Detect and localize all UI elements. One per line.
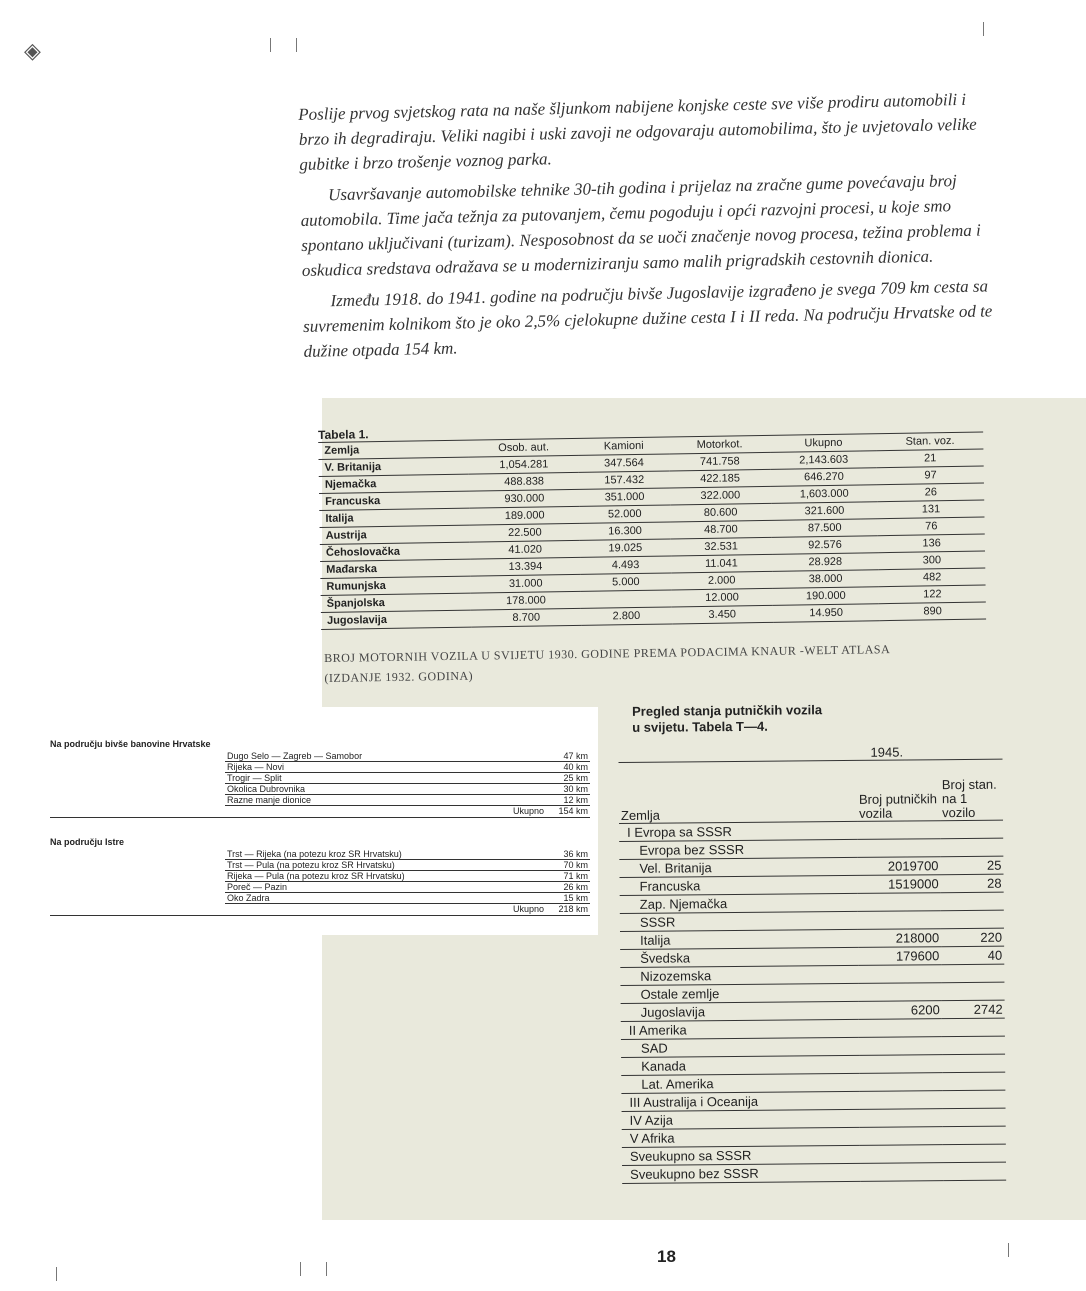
route-length: 71 km: [563, 871, 588, 881]
crop-mark: [270, 38, 271, 52]
value-cell: [859, 1091, 942, 1110]
route-length: 30 km: [563, 784, 588, 794]
caption-line: BROJ MOTORNIH VOZILA U SVIJETU 1930. GODINE PREMA PODACIMA KNAUR -WELT ATLASA: [324, 642, 891, 665]
value-cell: [940, 820, 1003, 839]
value-cell: [941, 964, 1004, 983]
total-value: 154 km: [558, 806, 588, 816]
value-cell: 890: [879, 602, 986, 621]
value-cell: 8.700: [471, 608, 581, 627]
value-cell: [858, 965, 941, 984]
value-cell: [859, 1073, 942, 1092]
country-cell: Vel. Britanija: [619, 857, 857, 877]
route-total: [50, 904, 590, 916]
table-title: u svijetu. Tabela T—4.: [632, 718, 768, 735]
crop-mark: [56, 1267, 57, 1281]
value-cell: [942, 1054, 1005, 1073]
value-cell: 2.000: [671, 571, 772, 590]
table-title: Pregled stanja putničkih vozila: [631, 702, 823, 719]
column-header: Zemlja: [318, 441, 469, 460]
value-cell: 422.185: [669, 469, 770, 488]
section-heading: Na području Istre: [50, 837, 125, 847]
caption-line: (IZDANJE 1932. GODINA): [324, 668, 474, 685]
value-cell: [860, 1109, 943, 1128]
value-cell: 218000: [858, 929, 941, 948]
value-cell: 14.950: [773, 604, 880, 623]
column-header: Osob. aut.: [469, 439, 579, 457]
value-cell: 157.432: [579, 471, 670, 489]
value-cell: [859, 1055, 942, 1074]
country-cell: V. Britanija: [318, 457, 469, 476]
vehicle-table-1930: [318, 418, 986, 630]
value-cell: 220: [941, 928, 1004, 947]
country-cell: Francuska: [620, 875, 858, 895]
value-cell: [942, 1018, 1005, 1037]
table-row: [622, 1162, 1006, 1183]
crop-mark: [983, 22, 984, 36]
country-cell: IV Azija: [622, 1109, 860, 1129]
route-row: [225, 751, 590, 762]
column-header: Broj putničkih vozila: [857, 760, 941, 822]
value-cell: 646.270: [771, 468, 878, 487]
value-cell: 2019700: [857, 857, 940, 876]
value-cell: [859, 983, 942, 1002]
value-cell: 48.700: [670, 520, 771, 539]
value-cell: 41.020: [470, 540, 580, 559]
route-total: [50, 806, 590, 818]
value-cell: 189.000: [470, 506, 580, 525]
route-name: Rijeka — Pula (na potezu kroz SR Hrvatsku): [227, 871, 405, 881]
value-cell: [943, 1144, 1006, 1163]
country-cell: Ostale zemlje: [620, 983, 858, 1003]
value-cell: 52.000: [579, 505, 670, 523]
paragraph: Usavršavanje automobilske tehnike 30-tih godina i prijelaz na zračne gume povećavaju broj automobila. Time jača težnja za putovanjem, čemu pogoduju i opći razvojni procesi, u koje smo spontano uključivani (turizam). Nesposobnost da se uoči značenje novog procesa, težina problema i oskudica sredstava odražava se u moderniziranju samo malih prigradskih cestovnih dionica.: [300, 171, 981, 280]
route-length: 40 km: [563, 762, 588, 772]
country-cell: Sveukupno sa SSSR: [622, 1145, 860, 1165]
country-cell: I Evropa sa SSSR: [619, 821, 857, 841]
value-cell: 92.576: [772, 536, 879, 555]
value-cell: [860, 1145, 943, 1164]
crop-mark: [1008, 1243, 1009, 1257]
route-row: [225, 882, 590, 893]
column-header: Broj stan. na 1 vozilo: [940, 759, 1003, 821]
page-number: 18: [657, 1247, 676, 1266]
column-header: Ukupno: [770, 434, 877, 452]
country-cell: II Amerika: [621, 1019, 859, 1039]
country-cell: Jugoslavija: [321, 610, 472, 629]
value-cell: 4.493: [580, 556, 671, 574]
value-cell: 300: [878, 551, 985, 570]
country-cell: Lat. Amerika: [621, 1073, 859, 1093]
route-name: Trogir — Split: [227, 773, 282, 783]
route-name: Dugo Selo — Zagreb — Samobor: [227, 751, 363, 761]
country-cell: Jugoslavija: [621, 1001, 859, 1021]
column-header: Stan. voz.: [877, 433, 984, 451]
route-row: [225, 893, 590, 904]
istria-routes: [50, 837, 590, 916]
value-cell: [943, 1126, 1006, 1145]
country-cell: Nizozemska: [620, 965, 858, 985]
country-cell: Mađarska: [320, 559, 471, 578]
route-row: [225, 795, 590, 806]
value-cell: 122: [879, 585, 986, 604]
registration-mark-icon: ◈: [24, 38, 41, 63]
route-box: [40, 707, 598, 935]
route-name: Oko Zadra: [227, 893, 270, 903]
value-cell: 2,143.603: [770, 451, 877, 470]
table-header-row: [619, 759, 1004, 823]
country-cell: V Afrika: [622, 1127, 860, 1147]
column-header: Motorkot.: [669, 436, 770, 454]
route-name: Poreč — Pazin: [227, 882, 288, 892]
value-cell: [942, 1072, 1005, 1091]
body-text: [298, 86, 994, 370]
country-cell: Rumunjska: [320, 576, 471, 595]
paragraph: Poslije prvog svjetskog rata na naše šljunkom nabijene konjske ceste sve više prodiru automobili i brzo ih degradiraju. Veliki nagibi i uski zavoji ne odgovaraju automobilima, što je uvjetovalo velike gubitke i brzo trošenje voznog parka.: [298, 89, 977, 174]
route-row: [225, 773, 590, 784]
value-cell: 25: [940, 856, 1003, 875]
value-cell: 12.000: [671, 588, 772, 607]
route-name: Trst — Rijeka (na potezu kroz SR Hrvatsku): [227, 849, 402, 859]
route-name: Okolica Dubrovnika: [227, 784, 306, 794]
value-cell: 321.600: [771, 502, 878, 521]
value-cell: [942, 1036, 1005, 1055]
route-row: [225, 860, 590, 871]
table-title: Tabela 1.: [318, 418, 983, 443]
crop-mark: [300, 1262, 301, 1276]
total-label: Ukupno: [512, 806, 544, 816]
country-cell: Njemačka: [319, 474, 470, 493]
value-cell: 351.000: [579, 488, 670, 506]
value-cell: 11.041: [671, 554, 772, 573]
value-cell: 347.564: [579, 454, 670, 472]
route-length: 25 km: [563, 773, 588, 783]
country-cell: Francuska: [319, 491, 470, 510]
value-cell: [942, 1090, 1005, 1109]
value-cell: [859, 1037, 942, 1056]
value-cell: 5.000: [580, 573, 671, 591]
value-cell: [858, 911, 941, 930]
route-name: Rijeka — Novi: [227, 762, 285, 772]
value-cell: 22.500: [470, 523, 580, 542]
value-cell: 179600: [858, 947, 941, 966]
crop-mark: [326, 1262, 327, 1276]
value-cell: 19.025: [580, 539, 671, 557]
value-cell: [941, 910, 1004, 929]
route-row: [225, 762, 590, 773]
passenger-vehicle-table: [618, 701, 1006, 1184]
value-cell: 28: [941, 874, 1004, 893]
country-cell: Zap. Njemačka: [620, 893, 858, 913]
value-cell: 13.394: [470, 557, 580, 576]
value-cell: 28.928: [772, 553, 879, 572]
value-cell: 97: [877, 466, 984, 485]
route-length: 47 km: [563, 751, 588, 761]
route-length: 12 km: [563, 795, 588, 805]
value-cell: [857, 821, 940, 840]
country-cell: III Australija i Oceanija: [621, 1091, 859, 1111]
route-length: 26 km: [563, 882, 588, 892]
value-cell: [942, 982, 1005, 1001]
total-label: Ukupno: [512, 904, 544, 914]
route-length: 70 km: [563, 860, 588, 870]
country-cell: Čehoslovačka: [320, 542, 471, 561]
value-cell: 178.000: [471, 591, 581, 610]
route-row: [225, 849, 590, 860]
value-cell: [858, 893, 941, 912]
value-cell: [943, 1108, 1006, 1127]
value-cell: 21: [877, 449, 984, 468]
value-cell: 2742: [942, 1000, 1005, 1019]
value-cell: [859, 1019, 942, 1038]
route-length: 36 km: [563, 849, 588, 859]
value-cell: 38.000: [772, 570, 879, 589]
section-heading: Na području bivše banovine Hrvatske: [50, 739, 211, 749]
value-cell: 32.531: [670, 537, 771, 556]
country-cell: Kanada: [621, 1055, 859, 1075]
value-cell: [581, 590, 672, 608]
value-cell: [860, 1127, 943, 1146]
value-cell: 488.838: [469, 472, 579, 491]
crop-mark: [296, 38, 297, 52]
country-cell: Švedska: [620, 947, 858, 967]
value-cell: 930.000: [469, 489, 579, 508]
total-value: 218 km: [558, 904, 588, 914]
value-cell: 322.000: [670, 486, 771, 505]
route-name: Razne manje dionice: [227, 795, 312, 805]
value-cell: [860, 1163, 943, 1182]
value-cell: [857, 839, 940, 858]
country-cell: SAD: [621, 1037, 859, 1057]
value-cell: 76: [878, 517, 985, 536]
country-cell: Austrija: [320, 525, 471, 544]
year-header: 1945.: [856, 739, 1002, 761]
value-cell: 1,603.000: [771, 485, 878, 504]
value-cell: 741.758: [669, 452, 770, 471]
value-cell: 190.000: [772, 587, 879, 606]
route-length: 15 km: [563, 893, 588, 903]
value-cell: 6200: [859, 1001, 942, 1020]
country-cell: Sveukupno bez SSSR: [622, 1163, 860, 1183]
value-cell: 40: [941, 946, 1004, 965]
value-cell: 131: [878, 500, 985, 519]
country-cell: Evropa bez SSSR: [619, 839, 857, 859]
value-cell: 482: [879, 568, 986, 587]
route-name: Trst — Pula (na potezu kroz SR Hrvatsku): [227, 860, 395, 870]
value-cell: 80.600: [670, 503, 771, 522]
route-row: [225, 871, 590, 882]
value-cell: 31.000: [471, 574, 581, 593]
country-cell: SSSR: [620, 911, 858, 931]
route-row: [225, 784, 590, 795]
country-cell: Italija: [620, 929, 858, 949]
croatia-routes: [50, 739, 590, 818]
value-cell: 87.500: [771, 519, 878, 538]
country-cell: Španjolska: [321, 593, 472, 612]
value-cell: 2.800: [581, 607, 672, 625]
value-cell: [940, 838, 1003, 857]
column-header: Zemlja: [619, 760, 858, 823]
value-cell: 136: [878, 534, 985, 553]
value-cell: 1519000: [858, 875, 941, 894]
value-cell: [943, 1162, 1006, 1181]
value-cell: 26: [877, 483, 984, 502]
value-cell: 1,054.281: [469, 455, 579, 474]
country-cell: Italija: [319, 508, 470, 527]
column-header: Kamioni: [578, 437, 669, 455]
paragraph: Između 1918. do 1941. godine na području bivše Jugoslavije izgrađeno je svega 709 km cesta sa suvremenim kolnikom što je oko 2,5% cjelokupne dužine cesta I i II reda. Na području Hrvatske od te dužine otpada 154 km.: [302, 276, 993, 361]
value-cell: 16.300: [580, 522, 671, 540]
value-cell: 3.450: [672, 605, 773, 624]
value-cell: [941, 892, 1004, 911]
